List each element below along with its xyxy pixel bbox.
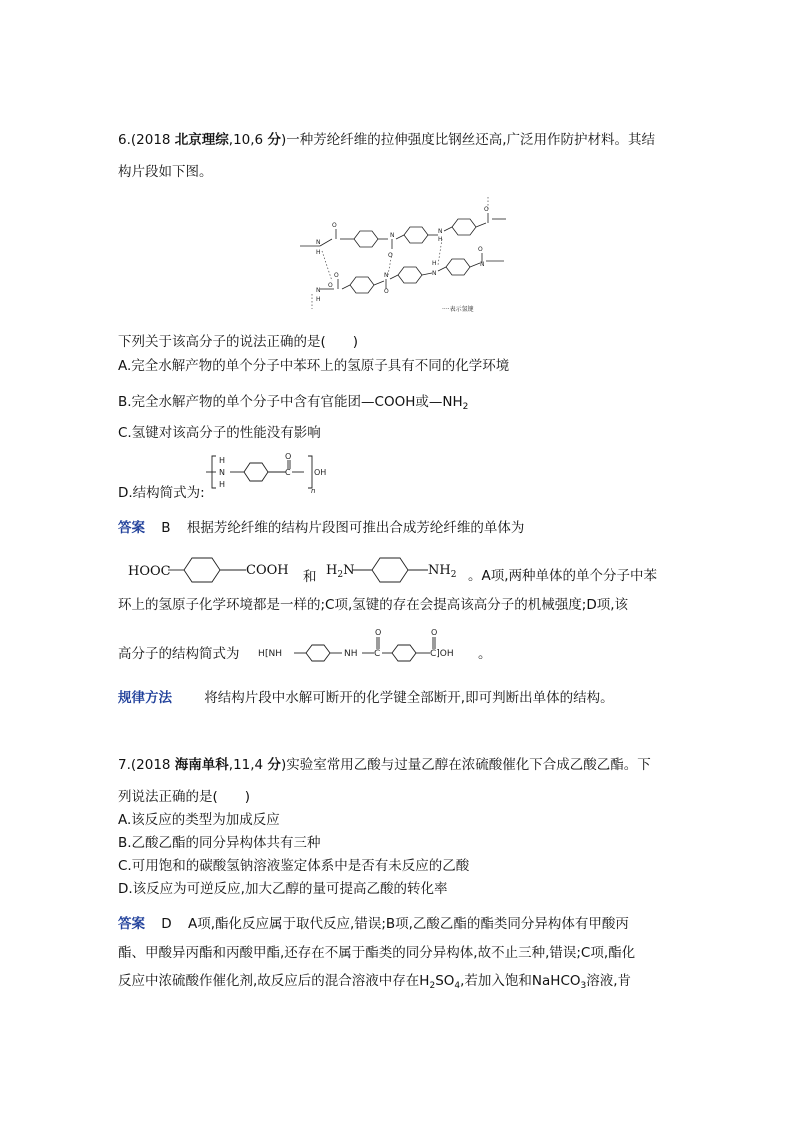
q6-stem-line2: 构片段如下图。 xyxy=(118,164,213,180)
monomer1-ring xyxy=(168,555,248,585)
q6-answer-letter: B xyxy=(161,520,171,536)
svg-text:[NH: [NH xyxy=(265,649,283,659)
svg-text:H: H xyxy=(258,649,265,659)
q7-answer-letter: D xyxy=(161,916,172,932)
svg-text:C]OH: C]OH xyxy=(430,649,454,659)
q6-option-b-text: B.完全水解产物的单个分子中含有官能团—COOH或—NH xyxy=(118,394,463,410)
q6-expl-line3-end: 。 xyxy=(478,646,492,662)
q6-method-line xyxy=(118,689,614,707)
svg-text:N: N xyxy=(390,232,395,239)
svg-text:O: O xyxy=(388,252,393,259)
svg-text:N: N xyxy=(219,468,225,477)
svg-text:H: H xyxy=(432,260,437,267)
svg-text:O: O xyxy=(431,628,438,637)
svg-text:H: H xyxy=(438,236,443,243)
q6-option-c: C.氢键对该高分子的性能没有影响 xyxy=(118,425,321,441)
q7-answer-line1: A项,酯化反应属于取代反应,错误;B项,乙酸乙酯的酯类同分异构体有甲酸丙 xyxy=(188,916,629,932)
monomer2-ring xyxy=(352,555,432,585)
monomer2-left-wrap: $H_2N$ xyxy=(326,563,355,580)
q7-option-b: B.乙酸乙酯的同分异构体共有三种 xyxy=(118,835,321,851)
q6-stem-source: 北京理综 xyxy=(174,132,229,148)
q7-answer-line3-c: ,若加入饱和NaHCO xyxy=(460,973,581,989)
q6-answer-line xyxy=(118,519,524,537)
q7-option-c: C.可用饱和的碳酸氢钠溶液鉴定体系中是否有未反应的乙酸 xyxy=(118,858,470,874)
q7-option-d: D.该反应为可逆反应,加大乙醇的量可提高乙酸的转化率 xyxy=(118,881,448,897)
q7-stem-line2: 列说法正确的是( ) xyxy=(118,789,251,805)
svg-text:O: O xyxy=(384,288,389,295)
monomer2-right-wrap: $NH_2$ xyxy=(428,563,457,580)
q6-option-a: A.完全水解产物的单个分子中苯环上的氢原子具有不同的化学环境 xyxy=(118,358,510,374)
q6-option-b xyxy=(118,393,468,416)
q7-answer-line3-a: 反应中浓硫酸作催化剂,故反应后的混合溶液中存在H xyxy=(118,973,430,989)
svg-text:H: H xyxy=(219,456,226,465)
q7-stem-source: 海南单科 xyxy=(174,757,229,773)
svg-text:N: N xyxy=(432,270,437,277)
svg-text:N: N xyxy=(480,261,485,268)
q6-expl-line1-tail: 。A项,两种单体的单个分子中苯 xyxy=(468,568,658,584)
q7-stem-rest: )实验室常用乙酸与过量乙醇在浓硫酸催化下合成乙酸乙酯。下 xyxy=(280,757,651,773)
svg-text:H: H xyxy=(316,296,321,303)
q6-answer-label: 答案 xyxy=(118,520,145,536)
q7-answer-line xyxy=(118,915,629,933)
hydrogen-bond-note: ····表示氢键 xyxy=(442,306,474,313)
monomer2-right: NH xyxy=(428,563,451,578)
q6-expl-line2: 环上的氢原子化学环境都是一样的;C项,氢键的存在会提高该高分子的机械强度;D项,该 xyxy=(118,597,628,613)
q7-answer-line2: 酯、甲酸异丙酯和丙酸甲酯,还存在不属于酯类的同分异构体,故不止三种,错误;C项,酯化 xyxy=(118,945,636,961)
q7-stem-mid: ,11,4 xyxy=(228,757,268,773)
q7-option-a: A.该反应的类型为加成反应 xyxy=(118,812,280,828)
q6-question: 下列关于该高分子的说法正确的是( ) xyxy=(118,334,359,350)
and-word: 和 xyxy=(303,569,317,585)
svg-text:O: O xyxy=(332,222,337,229)
q7-answer-line3-b: SO xyxy=(435,973,455,989)
monomer1-right: COOH xyxy=(246,563,289,578)
svg-text:C: C xyxy=(374,649,381,659)
svg-text:NH: NH xyxy=(344,649,358,659)
svg-text:O: O xyxy=(375,628,382,637)
q7-answer-line3: 反应中浓硫酸作催化剂,故反应后的混合溶液中存在$H_2SO_4$,若加入饱和NaHCO$_3$溶液,肯 xyxy=(118,973,632,991)
svg-text:n: n xyxy=(311,487,316,494)
q7-stem-points: 分 xyxy=(267,757,281,773)
svg-text:N: N xyxy=(438,228,443,235)
q6-answer-text: 根据芳纶纤维的结构片段图可推出合成芳纶纤维的单体为 xyxy=(186,520,525,536)
svg-text:OH: OH xyxy=(314,468,327,477)
q6-expl-line3: 高分子的结构简式为 xyxy=(118,646,240,662)
svg-text:O: O xyxy=(334,272,339,279)
q6-stem-line1 xyxy=(118,131,655,149)
svg-text:C: C xyxy=(285,468,291,477)
q7-stem-prefix: 7.(2018 xyxy=(118,757,175,773)
answer-structure xyxy=(258,627,488,669)
q6-option-b-sub: 2 xyxy=(462,402,469,412)
svg-text:O: O xyxy=(285,452,292,461)
svg-text:O: O xyxy=(478,246,483,253)
q6-option-d: D.结构简式为: xyxy=(118,485,205,501)
q6-stem-points: 分 xyxy=(267,132,281,148)
q7-answer-line3-d: 溶液,肯 xyxy=(586,973,632,989)
monomer1-left: HOOC xyxy=(128,564,171,579)
q6-stem-prefix: 6.(2018 xyxy=(118,132,175,148)
q7-stem-line1 xyxy=(118,756,651,774)
svg-text:N: N xyxy=(316,287,321,294)
svg-text:H: H xyxy=(316,249,321,256)
svg-text:O: O xyxy=(484,206,489,213)
svg-text:N: N xyxy=(384,272,389,279)
q7-answer-label: 答案 xyxy=(118,916,145,932)
q6-monomers-line xyxy=(128,562,171,581)
svg-text:O: O xyxy=(328,282,333,289)
monomer2-left: H xyxy=(326,563,338,578)
option-d-structure xyxy=(204,452,334,494)
q6-stem-mid: ,10,6 xyxy=(228,132,268,148)
svg-text:N: N xyxy=(316,239,321,246)
q6-stem-rest: )一种芳纶纤维的拉伸强度比钢丝还高,广泛用作防护材料。其结 xyxy=(280,132,656,148)
q6-method-label: 规律方法 xyxy=(118,690,172,706)
svg-text:H: H xyxy=(219,480,226,489)
q6-method-text: 将结构片段中水解可断开的化学键全部断开,即可判断出单体的结构。 xyxy=(204,690,614,706)
aramid-structure-figure xyxy=(292,191,512,316)
